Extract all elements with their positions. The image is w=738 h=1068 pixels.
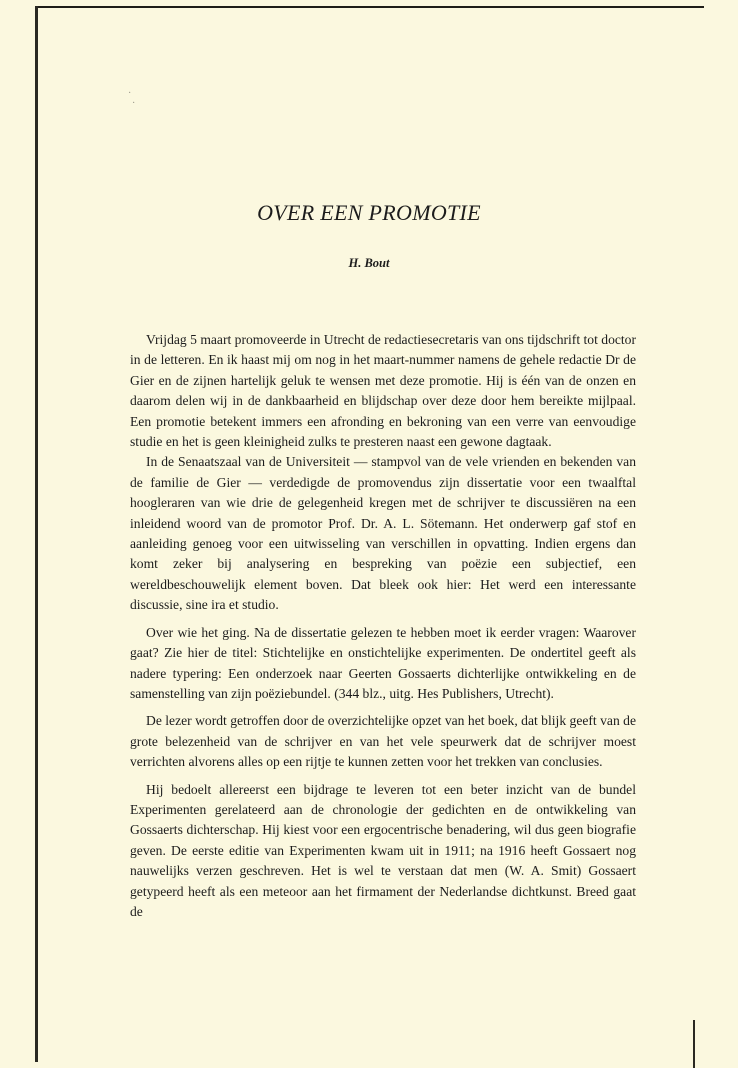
scan-speck: · [128, 88, 132, 99]
scan-edge-right [693, 1020, 695, 1068]
scan-edge-left [35, 6, 38, 1062]
paragraph-2: In de Senaatszaal van de Universiteit — stampvol van de vele vrienden en bekenden van de familie de Gier — verdedigde de promovendus zijn dissertatie voor een twaalftal hoogleraren van wie drie de gelegenheid kregen met de schrijver te discussiëren na een inleidend woord van de promotor Prof. Dr. A. L. Sötemann. Het onderwerp gaf stof en aanleiding genoeg voor een uitwisseling van verschillen in opvatting. Indien ergens dan komt zeker bij analysering en bespreking van poëzie een subjectief, een wereldbeschouwelijk element boven. Dat bleek ook hier: Het werd een interessante discussie, sine ira et studio. [130, 454, 636, 613]
paragraph-1: Vrijdag 5 maart promoveerde in Utrecht de redactiesecretaris van ons tijdschrift tot doctor in de letteren. En ik haast mij om nog in het maart-nummer namens de gehele redactie Dr de Gier en de zijnen hartelijk geluk te wensen met deze promotie. Hij is één van de onzen en daarom delen wij in de dankbaarheid en blijdschap over deze door hem bereikte mijlpaal. Een promotie betekent immers een afronding en bekroning van een verre van eenvoudige studie en het is geen kleinigheid zulks te presteren naast een gewone dagtaak. [130, 332, 636, 450]
article-author: H. Bout [348, 256, 390, 270]
paragraph-5: Hij bedoelt allereerst een bijdrage te leveren tot een beter inzicht van de bundel Experimenten gerelateerd aan de chronologie der gedichten en de ontwikkeling van Gossaerts dichterschap. Hij kiest voor een ergocentrische benadering, wil dus geen biografie geven. De eerste editie van Experimenten kwam uit in 1911; na 1916 heeft Gossaert nog nauwelijks verzen geschreven. Het is wel te verstaan dat men (W. A. Smit) Gossaert getypeerd heeft als een meteoor aan het firmament der Nederlandse dichtkunst. Breed gaat de [130, 781, 636, 919]
scan-edge-top [36, 6, 704, 8]
paragraph-3: Over wie het ging. Na de dissertatie gelezen te hebben moet ik eerder vragen: Waarover gaat? Zie hier de titel: Stichtelijke en onstichtelijke experimenten. De ondertitel geeft als nadere typering: Een onderzoek naar Geerten Gossaerts dichterlijke ontwikkeling en de samenstelling van zijn poëziebundel. (344 blz., uitg. Hes Publishers, Utrecht). [130, 624, 636, 701]
paragraph-4: De lezer wordt getroffen door de overzichtelijke opzet van het boek, dat blijk geeft van de grote belezenheid van de schrijver en van het vele speurwerk dat de schrijver moest verrichten alvorens alles op een rijtje te kunnen zetten voor het trekken van conclusies. [130, 713, 636, 770]
article-body [130, 330, 636, 922]
scan-speck: · [132, 98, 136, 109]
article-title: OVER EEN PROMOTIE [257, 200, 481, 225]
